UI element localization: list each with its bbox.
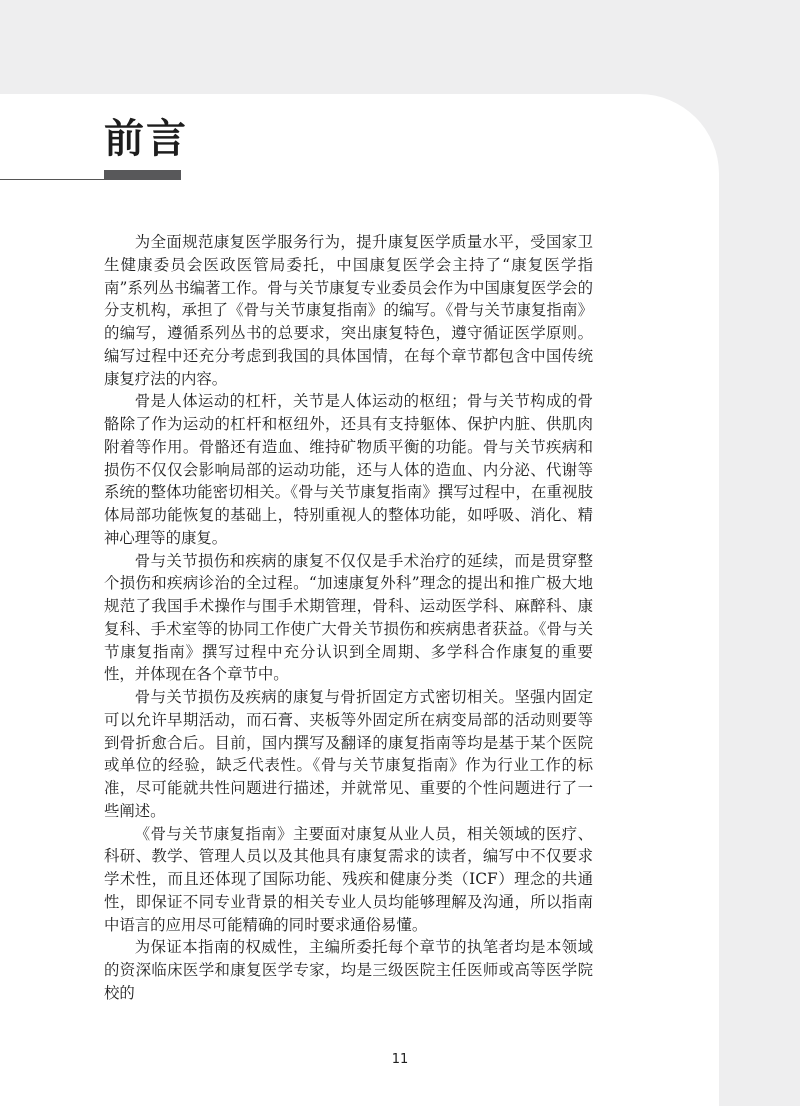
paragraph-3: 骨与关节损伤和疾病的康复不仅仅是手术治疗的延续，而是贯穿整个损伤和疾病诊治的全过程。“加速康复外科”理念的提出和推广极大地规范了我国手术操作与围手术期管理，骨科、运动医学科、麻醉科、康复科、手术室等的协同工作使广大骨关节损伤和疾病患者获益。《骨与关节康复指南》撰写过程中充分认识到全周期、多学科合作康复的重要性，并体现在各个章节中。 [104, 551, 593, 684]
body-text [104, 231, 593, 1005]
paragraph-4: 骨与关节损伤及疾病的康复与骨折固定方式密切相关。坚强内固定可以允许早期活动，而石膏、夹板等外固定所在病变局部的活动则要等到骨折愈合后。目前，国内撰写及翻译的康复指南等均是基于某个医院或单位的经验，缺乏代表性。《骨与关节康复指南》作为行业工作的标准，尽可能就共性问题进行描述，并就常见、重要的个性问题进行了一些阐述。 [104, 688, 593, 820]
paragraph-6: 为保证本指南的权威性，主编所委托每个章节的执笔者均是本领域的资深临床医学和康复医学专家，均是三级医院主任医师或高等医学院校的 [104, 938, 593, 1002]
paragraph-5: 《骨与关节康复指南》主要面对康复从业人员，相关领域的医疗、科研、教学、管理人员以及其他具有康复需求的读者，编写中不仅要求学术性，而且还体现了国际功能、残疾和健康分类（ICF）理念的共通性，即保证不同专业背景的相关专业人员均能够理解及沟通，所以指南中语言的应用尽可能精确的同时要求通俗易懂。 [104, 824, 593, 934]
title-underline-bar [104, 170, 181, 180]
page-title: 前言 [104, 115, 188, 162]
page-number: 11 [391, 1052, 409, 1067]
paragraph-2: 骨是人体运动的杠杆，关节是人体运动的枢纽；骨与关节构成的骨骼除了作为运动的杠杆和枢纽外，还具有支持躯体、保护内脏、供肌肉附着等作用。骨骼还有造血、维持矿物质平衡的功能。骨与关节疾病和损伤不仅仅会影响局部的运动功能，还与人体的造血、内分泌、代谢等系统的整体功能密切相关。《骨与关节康复指南》撰写过程中，在重视肢体局部功能恢复的基础上，特别重视人的整体功能，如呼吸、消化、精神心理等的康复。 [104, 392, 593, 547]
paragraph-1: 为全面规范康复医学服务行为，提升康复医学质量水平，受国家卫生健康委员会医政医管局委托，中国康复医学会主持了“康复医学指南”系列丛书编著工作。骨与关节康复专业委员会作为中国康复医学会的分支机构，承担了《骨与关节康复指南》的编写。《骨与关节康复指南》的编写，遵循系列丛书的总要求，突出康复特色，遵守循证医学原则。编写过程中还充分考虑到我国的具体国情，在每个章节都包含中国传统康复疗法的内容。 [104, 233, 593, 388]
title-rule [0, 179, 104, 180]
